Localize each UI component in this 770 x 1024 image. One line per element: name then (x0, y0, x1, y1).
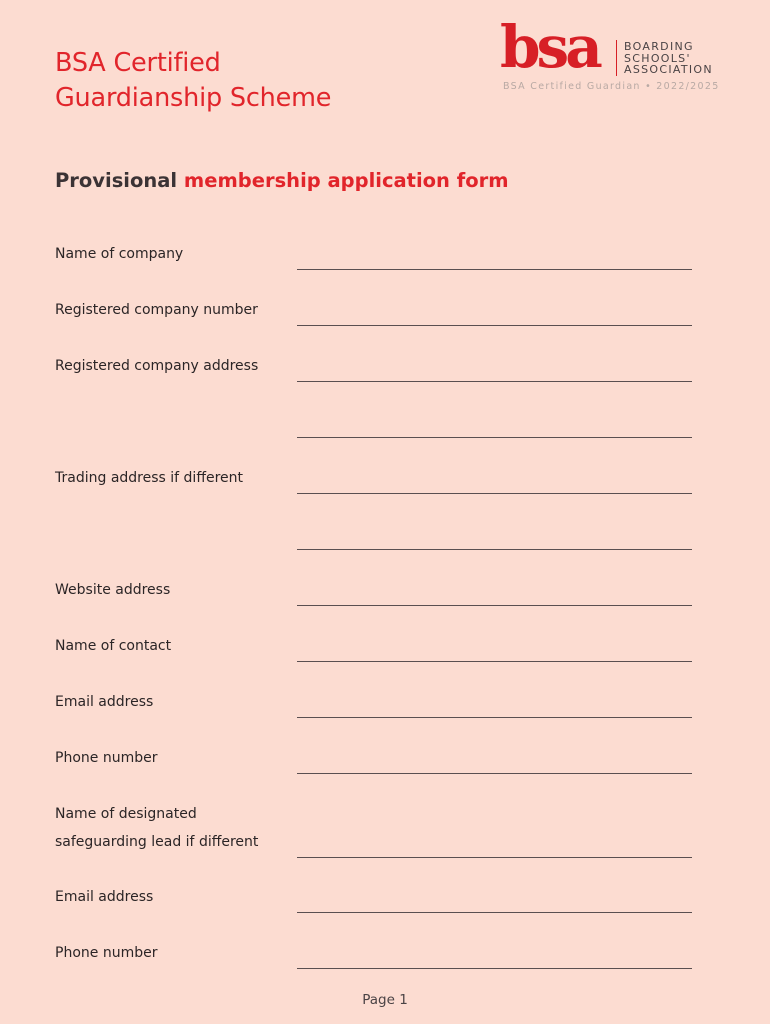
company-number-input-line[interactable] (297, 325, 692, 326)
field-company-address-cont (55, 408, 695, 438)
logo-divider (616, 40, 617, 76)
field-label-line2: safeguarding lead if different (55, 834, 259, 850)
safeguarding-lead-input-line[interactable] (297, 857, 692, 858)
field-label (55, 800, 258, 856)
form-heading (55, 169, 509, 192)
field-label: Email address (55, 694, 154, 710)
field-phone (55, 744, 695, 774)
field-company-address (55, 352, 695, 382)
trading-address-input-line[interactable] (297, 493, 692, 494)
logo-word-schools: SCHOOLS' (624, 51, 691, 65)
field-company-name (55, 240, 695, 270)
scheme-title-line2: Guardianship Scheme (55, 83, 332, 113)
bsa-logo (500, 13, 730, 97)
field-email (55, 688, 695, 718)
field-trading-address (55, 464, 695, 494)
field-label: Phone number (55, 750, 158, 766)
company-address-line2-input-line[interactable] (297, 437, 692, 438)
field-website (55, 576, 695, 606)
form-heading-lead: Provisional (55, 169, 178, 192)
field-lead-email (55, 883, 695, 913)
scheme-title-line1: BSA Certified (55, 48, 221, 78)
field-label: Registered company number (55, 302, 258, 318)
company-name-input-line[interactable] (297, 269, 692, 270)
logo-tagline: BSA Certified Guardian • 2022/2025 (503, 81, 720, 92)
field-safeguarding-lead (55, 800, 695, 858)
field-contact-name (55, 632, 695, 662)
trading-address-line2-input-line[interactable] (297, 549, 692, 550)
field-label: Name of contact (55, 638, 172, 654)
field-label: Phone number (55, 945, 158, 961)
field-label: Name of company (55, 246, 184, 262)
field-label: Trading address if different (55, 470, 243, 486)
email-input-line[interactable] (297, 717, 692, 718)
company-address-input-line[interactable] (297, 381, 692, 382)
field-company-number (55, 296, 695, 326)
logo-words (624, 41, 713, 76)
form-heading-rest: membership application form (177, 169, 509, 192)
contact-name-input-line[interactable] (297, 661, 692, 662)
logo-word-boarding: BOARDING (624, 40, 694, 53)
field-trading-address-cont (55, 520, 695, 550)
logo-word-association: ASSOCIATION (624, 63, 713, 76)
field-label-line1: Name of designated (55, 806, 197, 822)
lead-email-input-line[interactable] (297, 912, 692, 913)
logo-mark: bsa (500, 13, 599, 81)
field-label: Email address (55, 889, 154, 905)
website-input-line[interactable] (297, 605, 692, 606)
field-lead-phone (55, 939, 695, 969)
scheme-title (55, 46, 331, 116)
field-label: Website address (55, 582, 171, 598)
lead-phone-input-line[interactable] (297, 968, 692, 969)
phone-input-line[interactable] (297, 773, 692, 774)
field-label: Registered company address (55, 358, 259, 374)
page-number: Page 1 (362, 992, 408, 1008)
